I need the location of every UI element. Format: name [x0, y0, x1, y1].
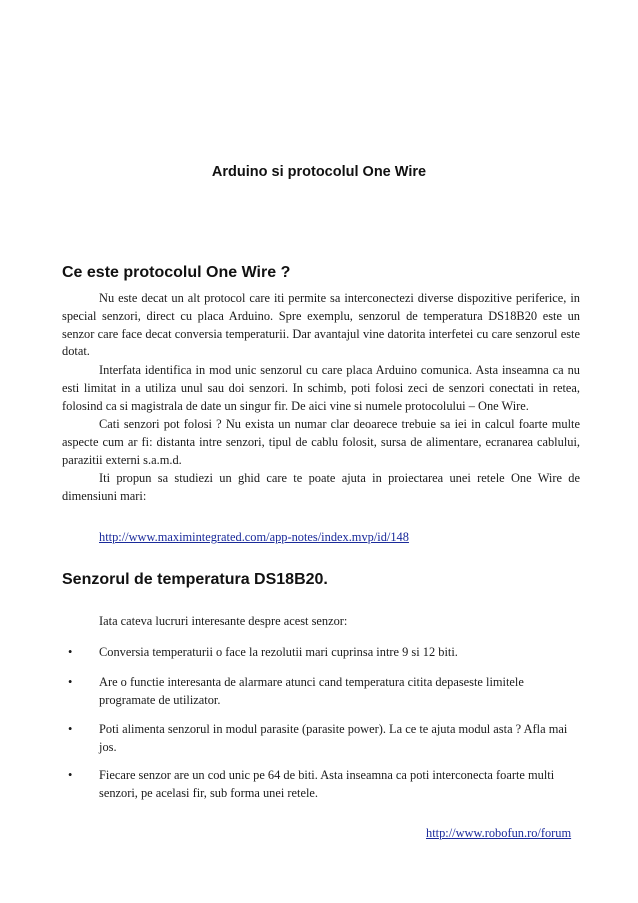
- section-heading-one-wire: Ce este protocolul One Wire ?: [62, 264, 291, 281]
- maxim-app-note-link[interactable]: http://www.maximintegrated.com/app-notes/index.mvp/id/148: [99, 530, 409, 544]
- paragraph-intro: Nu este decat un alt protocol care iti permite sa interconectezi diverse dispozitive periferice, in special senzori, direct cu placa Arduino. Spre exemplu, senzorul de temperatura DS18B20 este un senzor care face decat conversia temperaturii. Dar avantajul vine datorita interfetei cu care senzorul este dotat.: [62, 291, 580, 359]
- list-item-text: Are o functie interesanta de alarmare atunci cand temperatura citita depaseste limitele programate de utilizator.: [99, 675, 524, 707]
- list-item-text: Poti alimenta senzorul in modul parasite (parasite power). La ce te ajuta modul asta ? Afla mai jos.: [99, 722, 568, 754]
- list-item-text: Fiecare senzor are un cod unic pe 64 de biti. Asta inseamna ca poti interconecta foarte multi senzori, pe acelasi fir, sub forma unei retele.: [99, 768, 555, 800]
- paragraph-guide: Iti propun sa studiezi un ghid care te poate ajuta in proiectarea unei retele One Wire de dimensiuni mari:: [62, 471, 580, 503]
- list-item-text: Conversia temperaturii o face la rezolutii mari cuprinsa intre 9 si 12 biti.: [99, 645, 458, 659]
- bullet-icon: •: [68, 675, 73, 689]
- section-heading-ds18b20: Senzorul de temperatura DS18B20.: [62, 571, 328, 588]
- robofun-forum-link[interactable]: http://www.robofun.ro/forum: [426, 826, 572, 840]
- bullet-intro-text: Iata cateva lucruri interesante despre acest senzor:: [99, 614, 348, 628]
- paragraph-interface: Interfata identifica in mod unic senzorul cu care placa Arduino comunica. Asta inseamna ca nu esti limitat in a utiliza unul sau doi senzori. In schimb, poti folosi zeci de senzori conectati in retea, folosind ca si magistrala de date un singur fir. De aici vine si numele protocolului – One Wire.: [62, 363, 580, 413]
- document-title: Arduino si protocolul One Wire: [211, 164, 427, 180]
- bullet-icon: •: [68, 645, 73, 659]
- paragraph-sensor-count: Cati senzori pot folosi ? Nu exista un numar clar deoarece trebuie sa iei in calcul foarte multe aspecte cum ar fi: distanta intre senzori, tipul de cablu folosit, sursa de alimentare, ecranarea cablului, parazitii externi s.a.m.d.: [62, 417, 580, 467]
- bullet-icon: •: [68, 768, 73, 782]
- bullet-icon: •: [68, 722, 73, 736]
